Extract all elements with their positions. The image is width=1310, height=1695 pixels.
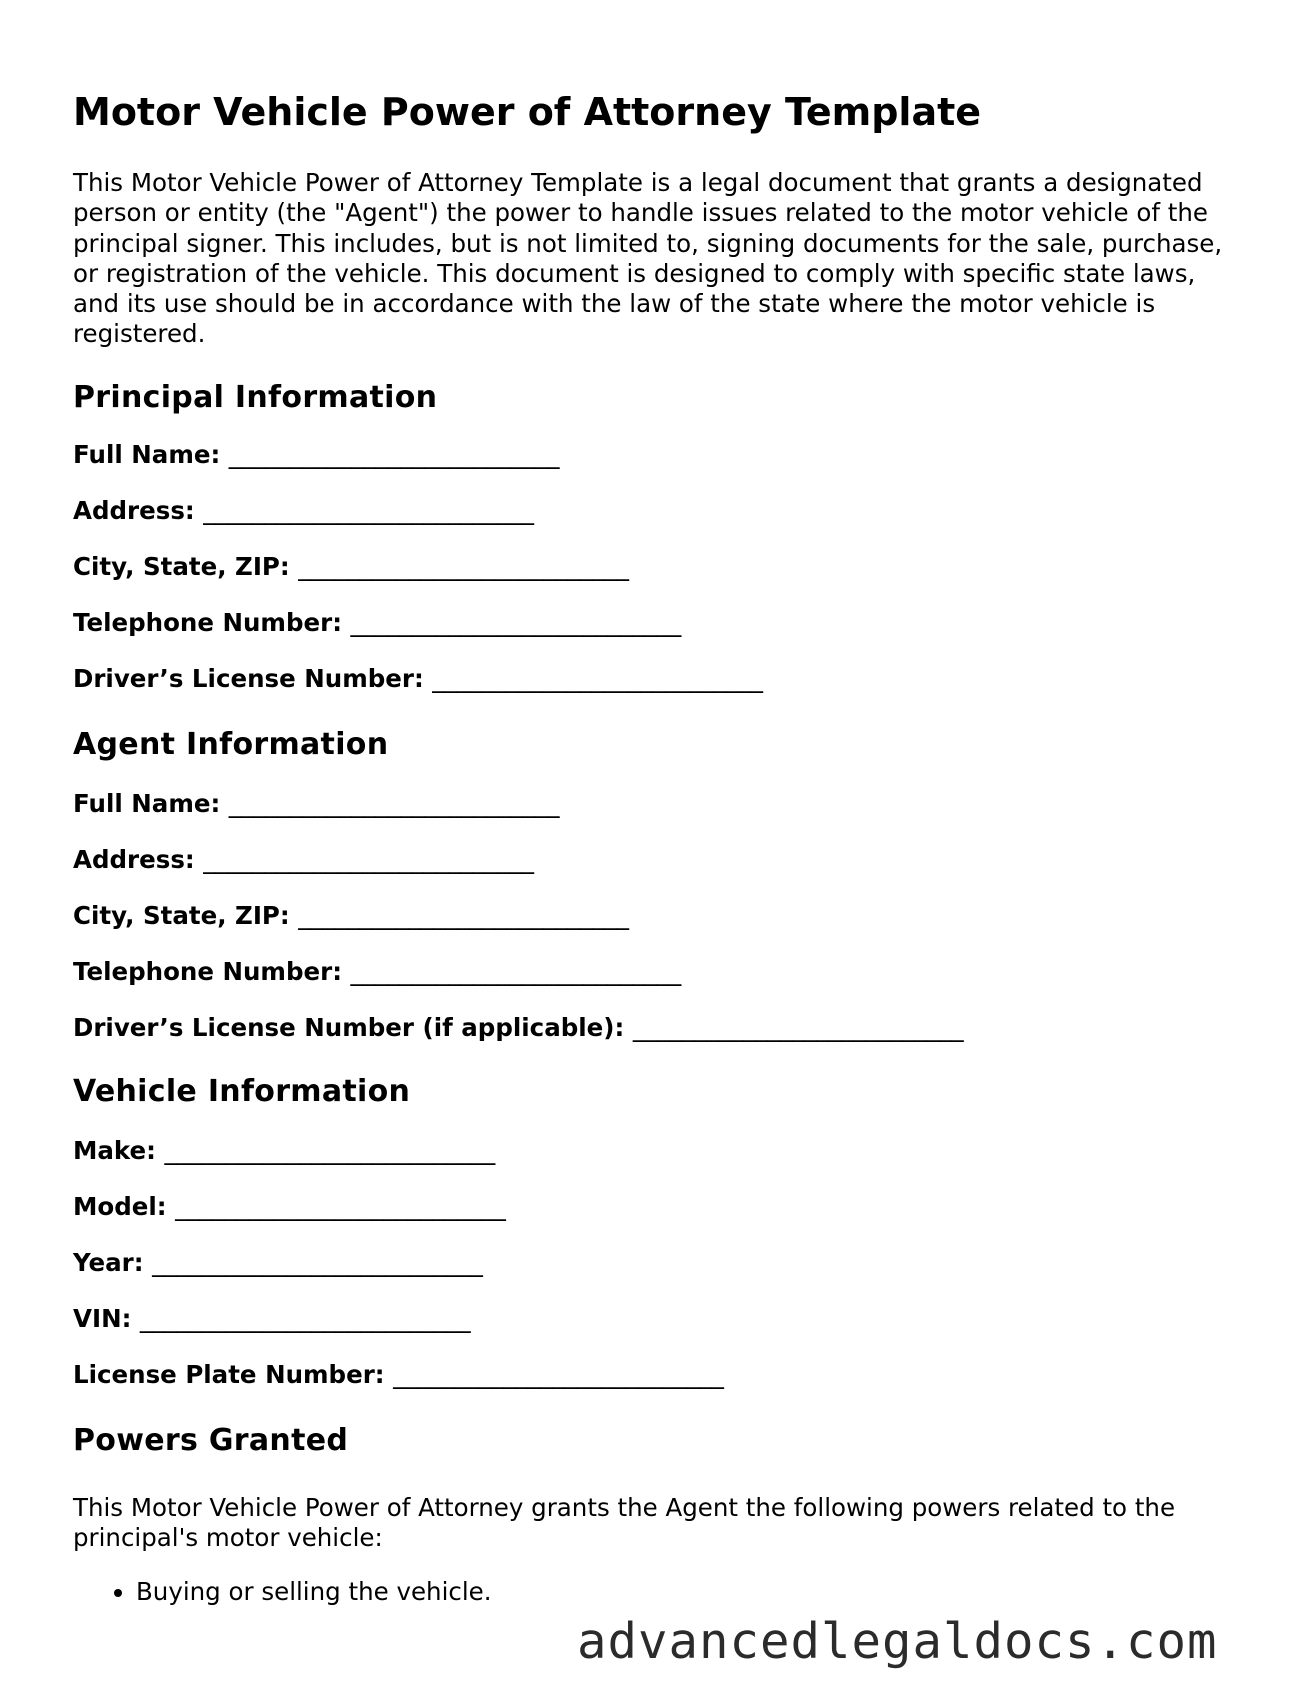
powers-intro-paragraph: This Motor Vehicle Power of Attorney grants the Agent the following powers related to the principal's motor vehicle:: [73, 1493, 1176, 1552]
agent-address-field[interactable]: [73, 845, 534, 875]
agent-full-name-blank[interactable]: ___________________________: [228, 789, 560, 818]
agent-city-state-zip-blank[interactable]: ___________________________: [298, 901, 629, 930]
vehicle-model-field[interactable]: [73, 1192, 506, 1222]
vehicle-model-blank[interactable]: ___________________________: [175, 1192, 506, 1221]
agent-telephone-blank[interactable]: ___________________________: [350, 957, 682, 986]
principal-full-name-label: Full Name:: [73, 440, 221, 469]
principal-license-label: Driver’s License Number:: [73, 664, 424, 693]
principal-telephone-field[interactable]: [73, 608, 681, 638]
agent-full-name-field[interactable]: [73, 789, 560, 819]
powers-section-heading: Powers Granted: [73, 1423, 349, 1458]
principal-address-blank[interactable]: ___________________________: [203, 496, 534, 525]
agent-address-blank[interactable]: ___________________________: [203, 845, 534, 874]
principal-section-heading: Principal Information: [73, 380, 438, 415]
vehicle-year-label: Year:: [73, 1248, 144, 1277]
vehicle-vin-field[interactable]: [73, 1304, 471, 1334]
watermark-text: advancedlegaldocs.com: [577, 1613, 1218, 1670]
principal-city-state-zip-blank[interactable]: ___________________________: [298, 552, 629, 581]
vehicle-plate-blank[interactable]: ___________________________: [393, 1360, 724, 1389]
vehicle-vin-label: VIN:: [73, 1304, 132, 1333]
agent-license-label: Driver’s License Number (if applicable):: [73, 1013, 625, 1042]
agent-license-field[interactable]: [73, 1013, 964, 1043]
principal-telephone-blank[interactable]: ___________________________: [350, 608, 682, 637]
principal-telephone-label: Telephone Number:: [73, 608, 342, 637]
powers-list: [73, 1577, 492, 1607]
agent-city-state-zip-field[interactable]: [73, 901, 629, 931]
vehicle-plate-field[interactable]: [73, 1360, 724, 1390]
vehicle-make-label: Make:: [73, 1136, 156, 1165]
agent-full-name-label: Full Name:: [73, 789, 221, 818]
principal-city-state-zip-label: City, State, ZIP:: [73, 552, 290, 581]
principal-license-field[interactable]: [73, 664, 763, 694]
principal-full-name-field[interactable]: [73, 440, 560, 470]
vehicle-make-blank[interactable]: ___________________________: [164, 1136, 496, 1165]
agent-telephone-field[interactable]: [73, 957, 681, 987]
agent-city-state-zip-label: City, State, ZIP:: [73, 901, 290, 930]
document-title: Motor Vehicle Power of Attorney Template: [73, 90, 982, 134]
intro-paragraph: This Motor Vehicle Power of Attorney Template is a legal document that grants a designated person or entity (the "Agent") the power to handle issues related to the motor vehicle of the principal signer. This includes, but is not limited to, signing documents for the sale, purchase, or registration of the vehicle. This document is designed to comply with specific state laws, and its use should be in accordance with the law of the state where the motor vehicle is registered.: [73, 168, 1223, 349]
vehicle-plate-label: License Plate Number:: [73, 1360, 385, 1389]
agent-section-heading: Agent Information: [73, 727, 389, 762]
agent-address-label: Address:: [73, 845, 195, 874]
vehicle-vin-blank[interactable]: ___________________________: [139, 1304, 471, 1333]
principal-address-field[interactable]: [73, 496, 534, 526]
vehicle-year-field[interactable]: [73, 1248, 483, 1278]
vehicle-make-field[interactable]: [73, 1136, 495, 1166]
vehicle-model-label: Model:: [73, 1192, 167, 1221]
principal-full-name-blank[interactable]: ___________________________: [228, 440, 560, 469]
agent-license-blank[interactable]: ___________________________: [632, 1013, 964, 1042]
agent-telephone-label: Telephone Number:: [73, 957, 342, 986]
vehicle-section-heading: Vehicle Information: [73, 1074, 411, 1109]
vehicle-year-blank[interactable]: ___________________________: [152, 1248, 483, 1277]
principal-license-blank[interactable]: ___________________________: [432, 664, 764, 693]
list-item: • Buying or selling the vehicle.: [136, 1577, 492, 1607]
principal-address-label: Address:: [73, 496, 195, 525]
principal-city-state-zip-field[interactable]: [73, 552, 629, 582]
